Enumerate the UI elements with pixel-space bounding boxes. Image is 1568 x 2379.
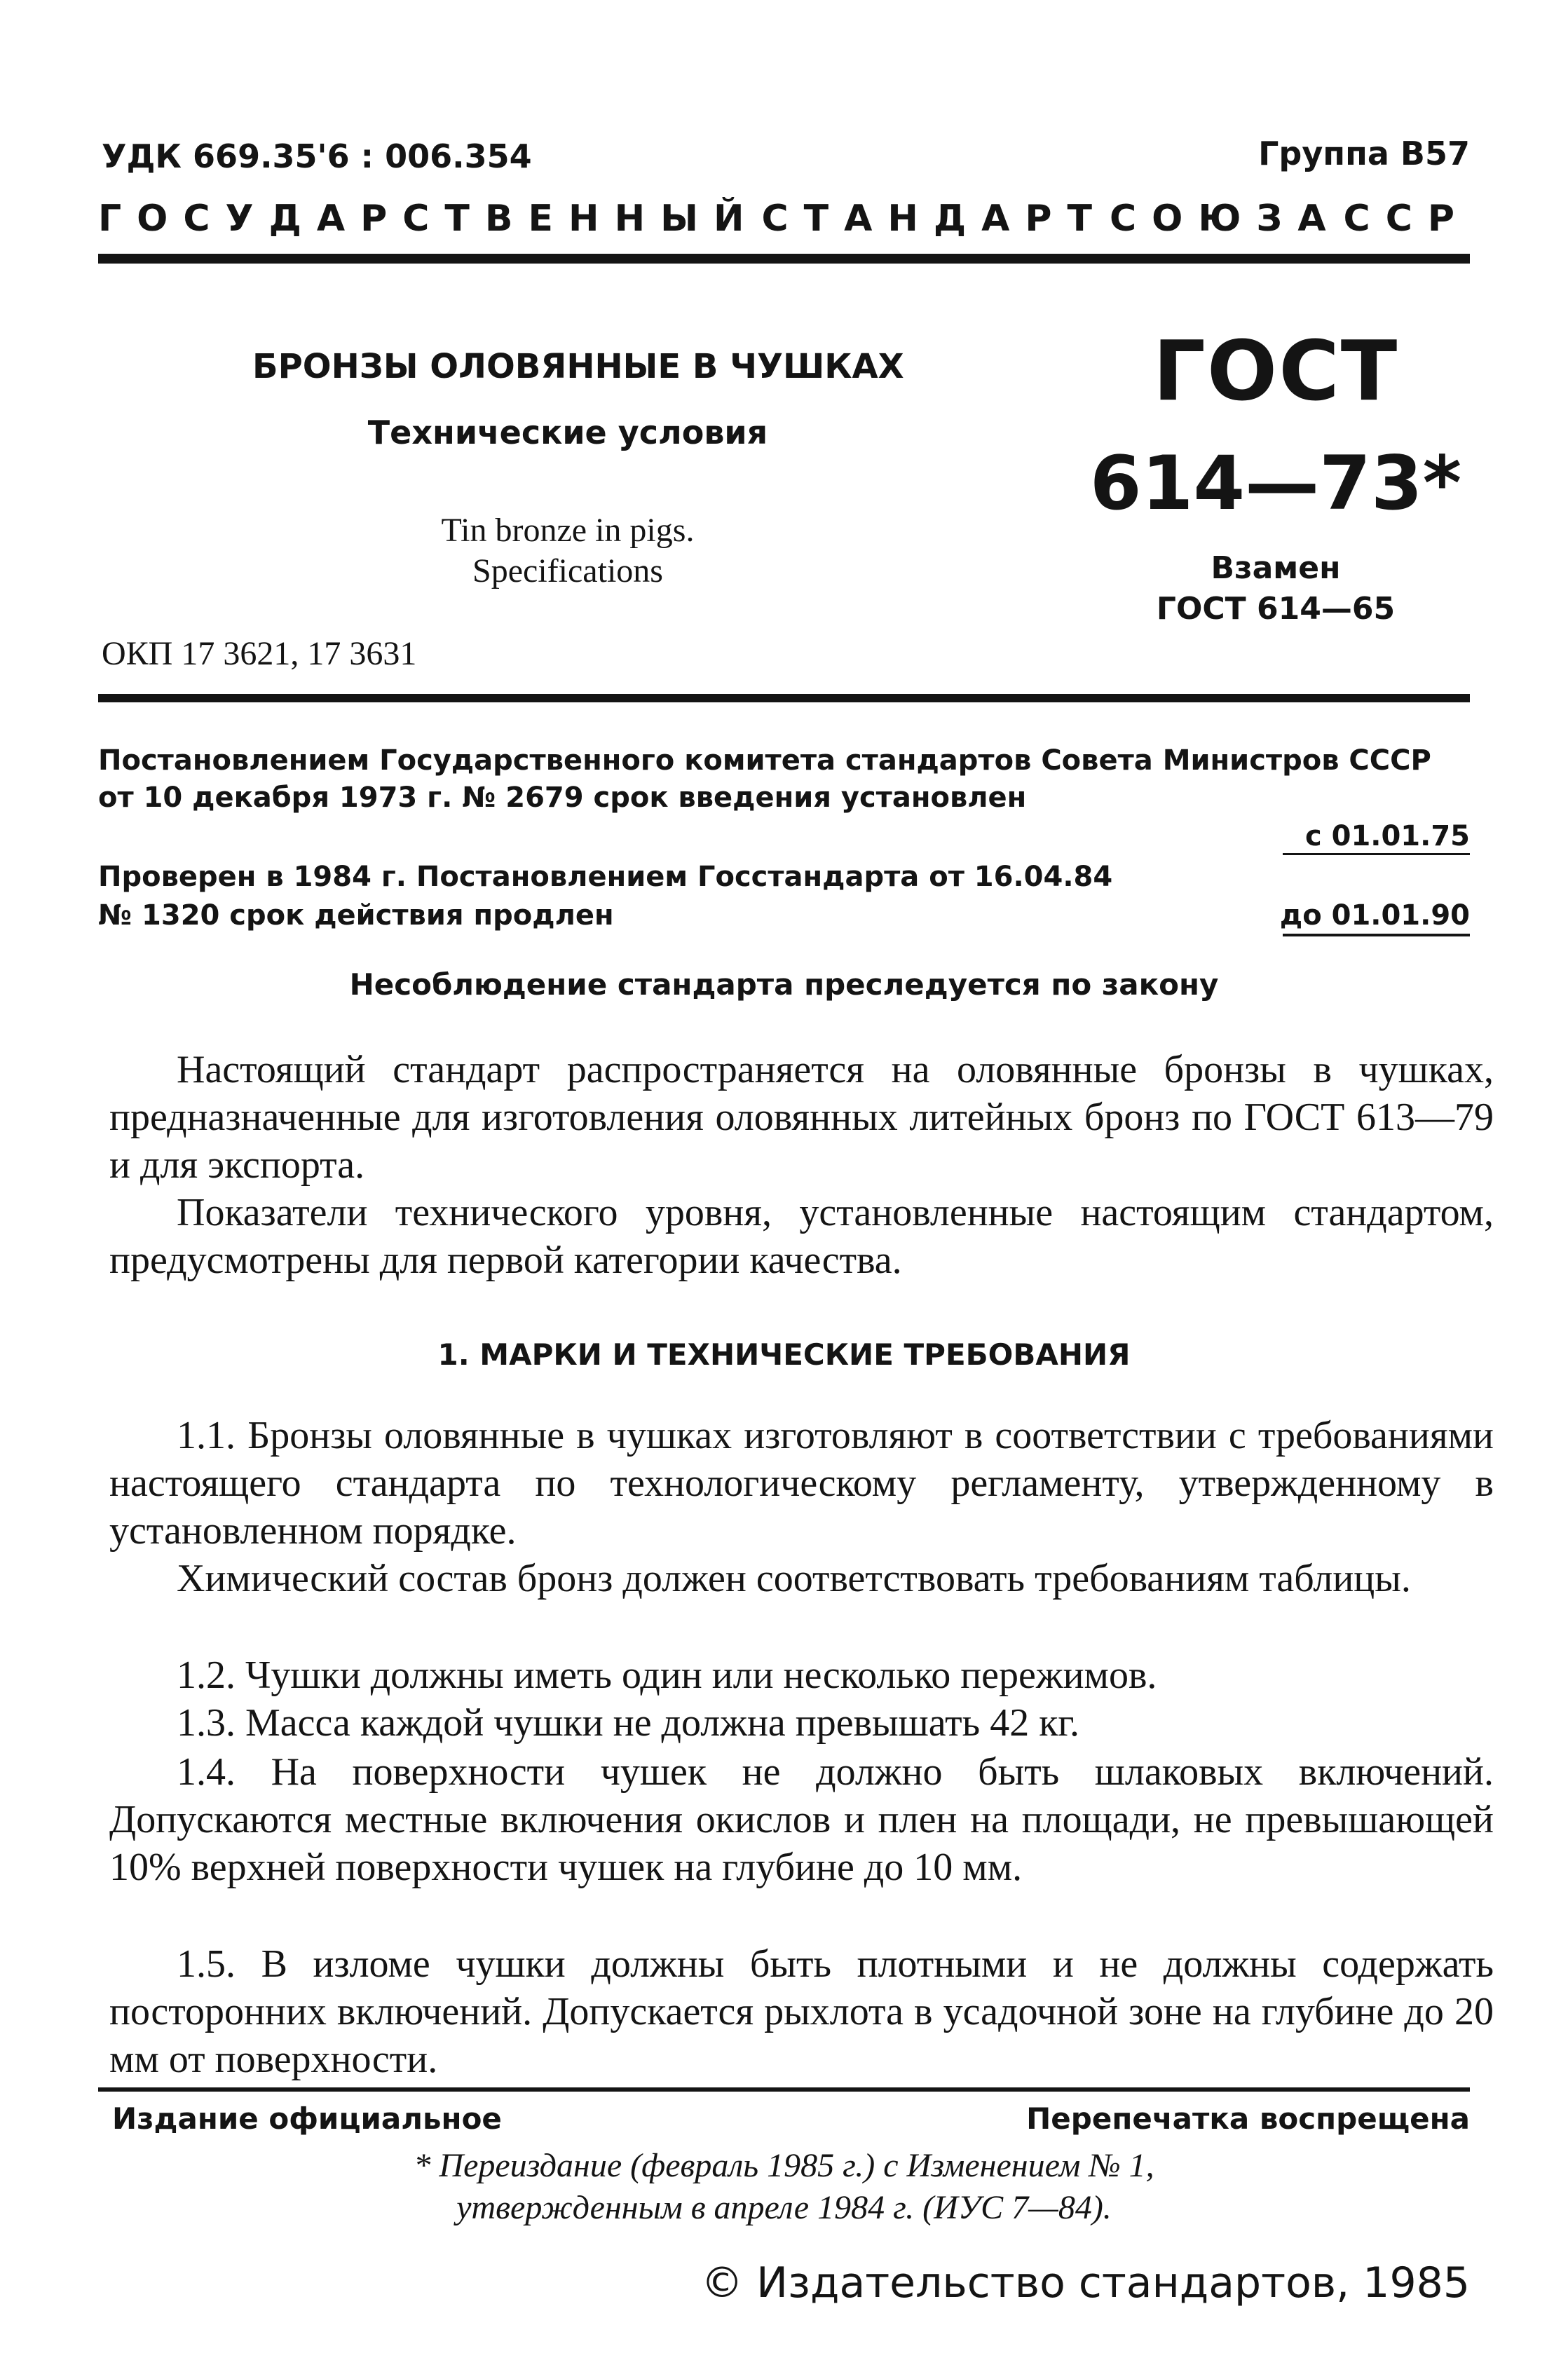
gost-number: 614—73* — [1089, 440, 1462, 526]
clause-1-4 — [109, 1748, 1494, 1891]
copyright-notice: © Издательство стандартов, 1985 — [701, 2258, 1470, 2308]
clause-1-5 — [109, 1940, 1494, 2083]
okp-code: ОКП 17 3621, 17 3631 — [102, 635, 417, 672]
decree-line-2: от 10 декабря 1973 г. № 2679 срок введения установлен — [98, 782, 1027, 814]
title-block-rule — [98, 694, 1470, 702]
footer-rule — [98, 2087, 1470, 2092]
clause-1-2-text: 1.2. Чушки должны иметь один или несколько пережимов. — [177, 1654, 1157, 1697]
header-rule — [98, 254, 1470, 264]
intro-paragraph-2 — [109, 1189, 1494, 1284]
reprint-prohibited-label: Перепечатка воспрещена — [1026, 2101, 1470, 2136]
group-code: Группа В57 — [1258, 135, 1470, 172]
official-edition-label: Издание официальное — [112, 2101, 502, 2136]
checked-line-2: № 1320 срок действия продлен — [98, 899, 614, 932]
clause-1-3-text: 1.3. Масса каждой чушки не должна превышать 42 кг. — [177, 1701, 1080, 1745]
section-1-heading: 1. МАРКИ И ТЕХНИЧЕСКИЕ ТРЕБОВАНИЯ — [437, 1337, 1131, 1372]
clause-1-1-text: 1.1. Бронзы оловянные в чушках изготовляют в соответствии с требованиями настоящего стандарта по технологическому регламенту, утвержденному в установленном порядке. — [109, 1414, 1494, 1553]
banner-word-4: ССР — [1343, 198, 1470, 240]
english-title — [252, 510, 883, 592]
gost-label: ГОСТ — [1152, 322, 1399, 419]
banner-word-1: ГОСУДАРСТВЕННЫЙ — [98, 198, 760, 240]
clause-1-5-text: 1.5. В изломе чушки должны быть плотными и не должны содержать посторонних включений. Допускается рыхлота в усадочной зоне на глубине до 20 мм от поверхности. — [109, 1942, 1494, 2081]
intro-2-text: Показатели технического уровня, установленные настоящим стандартом, предусмотрены для первой категории качества. — [109, 1191, 1494, 1282]
banner-word-2: СТАНДАРТ — [761, 198, 1108, 240]
english-title-line2: Specifications — [472, 552, 663, 589]
replaces-label: Взамен — [1211, 550, 1341, 586]
effective-from-date: с 01.01.75 — [1304, 820, 1470, 852]
date-from-underline — [1283, 853, 1470, 855]
decree-line-1: Постановлением Государственного комитета стандартов Совета Министров СССР — [98, 744, 1431, 777]
reissue-note-line-2: утвержденным в апреле 1984 г. (ИУС 7—84). — [456, 2189, 1112, 2226]
state-standard-banner — [98, 198, 1470, 240]
reissue-note-line-1: * Переиздание (февраль 1985 г.) с Изменением № 1, — [414, 2147, 1154, 2184]
replaces-gost: ГОСТ 614—65 — [1156, 591, 1396, 627]
document-title: БРОНЗЫ ОЛОВЯННЫЕ В ЧУШКАХ — [252, 347, 904, 386]
english-title-line1: Tin bronze in pigs. — [441, 512, 695, 549]
udk-code: УДК 669.35'6 : 006.354 — [102, 137, 532, 175]
clause-1-1-chemistry — [109, 1555, 1494, 1602]
banner-word-3: СОЮЗА — [1109, 198, 1342, 240]
clause-1-4-text: 1.4. На поверхности чушек не должно быть шлаковых включений. Допускаются местные включения окислов и плен на площади, не превышающей 10% верхней поверхности чушек на глубине до 10 мм. — [109, 1750, 1494, 1889]
valid-until-date: до 01.01.90 — [1279, 899, 1470, 932]
checked-line-1: Проверен в 1984 г. Постановлением Госстандарта от 16.04.84 — [98, 861, 1113, 893]
clause-1-2 — [109, 1651, 1494, 1699]
clause-1-1-chemistry-text: Химический состав бронз должен соответствовать требованиям таблицы. — [177, 1557, 1411, 1600]
intro-1-text: Настоящий стандарт распространяется на оловянные бронзы в чушках, предназначенные для изготовления оловянных литейных бронз по ГОСТ 613—79 и для экспорта. — [109, 1048, 1494, 1187]
clause-1-3 — [109, 1699, 1494, 1747]
clause-1-1 — [109, 1412, 1494, 1555]
document-subtitle: Технические условия — [367, 414, 768, 451]
legal-warning: Несоблюдение стандарта преследуется по закону — [349, 967, 1219, 1002]
date-until-underline — [1283, 934, 1470, 936]
intro-paragraph-1 — [109, 1046, 1494, 1189]
